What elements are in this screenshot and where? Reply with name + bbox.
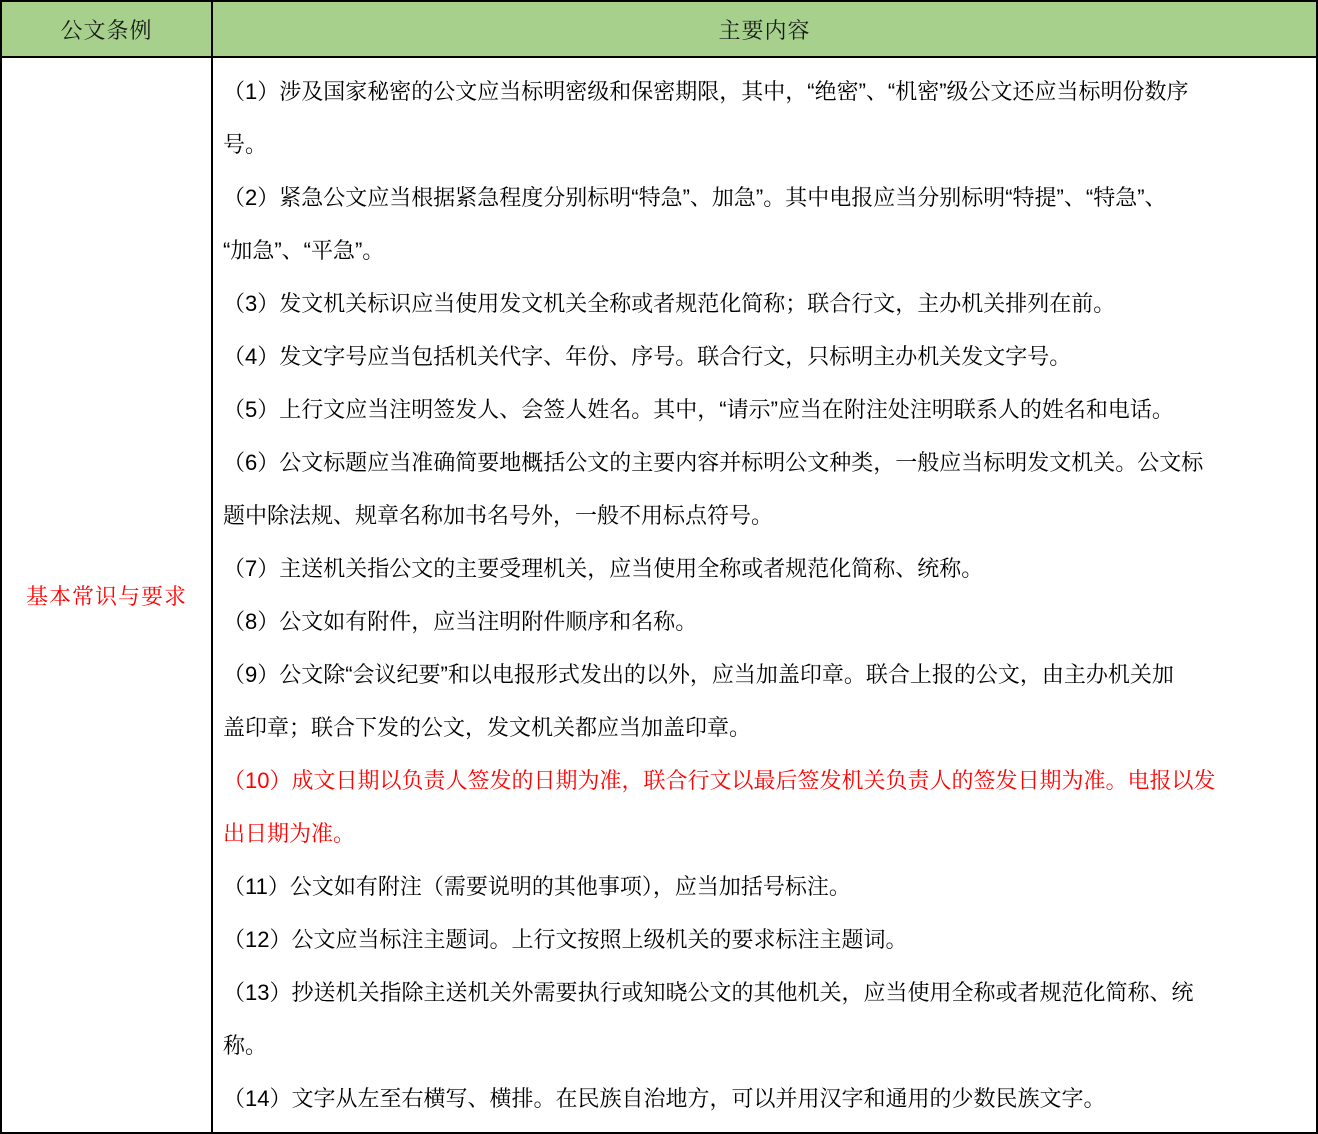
content-cell <box>213 58 1316 1132</box>
content-item: （13）抄送机关指除主送机关外需要执行或知晓公文的其他机关，应当使用全称或者规范化简称、统 称。 <box>223 980 1194 1058</box>
content-item: （3）发文机关标识应当使用发文机关全称或者规范化简称；联合行文，主办机关排列在前。 <box>223 291 1116 316</box>
content-item: （4）发文字号应当包括机关代字、年份、序号。联合行文，只标明主办机关发文字号。 <box>223 344 1072 369</box>
header-label-regulation: 公文条例 <box>60 17 153 43</box>
content-item: （5）上行文应当注明签发人、会签人姓名。其中，“请示”应当在附注处注明联系人的姓名和电话。 <box>223 397 1174 422</box>
content-item: （7）主送机关指公文的主要受理机关，应当使用全称或者规范化简称、统称。 <box>223 556 984 581</box>
content-item: （6）公文标题应当准确简要地概括公文的主要内容并标明公文种类，一般应当标明发文机关。公文标 题中除法规、规章名称加书名号外，一般不用标点符号。 <box>223 450 1204 528</box>
content-item: （10）成文日期以负责人签发的日期为准，联合行文以最后签发机关负责人的签发日期为准。电报以发 出日期为准。 <box>223 768 1216 846</box>
category-label: 基本常识与要求 <box>25 583 187 609</box>
content-item: （1）涉及国家秘密的公文应当标明密级和保密期限，其中，“绝密”、“机密”级公文还应当标明份数序 号。 <box>223 79 1189 157</box>
header-label-main-content: 主要内容 <box>718 17 811 43</box>
header-cell-main-content <box>213 2 1316 58</box>
content-item: （9）公文除“会议纪要”和以电报形式发出的以外，应当加盖印章。联合上报的公文，由主办机关加 盖印章；联合下发的公文，发文机关都应当加盖印章。 <box>223 662 1174 740</box>
category-cell <box>2 58 213 1132</box>
header-cell-regulation <box>2 2 213 58</box>
content-item: （8）公文如有附件，应当注明附件顺序和名称。 <box>223 609 698 634</box>
content-item: （11）公文如有附注（需要说明的其他事项），应当加括号标注。 <box>223 874 851 899</box>
content-item: （2）紧急公文应当根据紧急程度分别标明“特急”、加急”。其中电报应当分别标明“特提”、“特急”、 “加急”、“平急”。 <box>223 185 1167 263</box>
content-item: （12）公文应当标注主题词。上行文按照上级机关的要求标注主题词。 <box>223 927 908 952</box>
content-item: （14）文字从左至右横写、横排。在民族自治地方，可以并用汉字和通用的少数民族文字。 <box>223 1086 1106 1111</box>
